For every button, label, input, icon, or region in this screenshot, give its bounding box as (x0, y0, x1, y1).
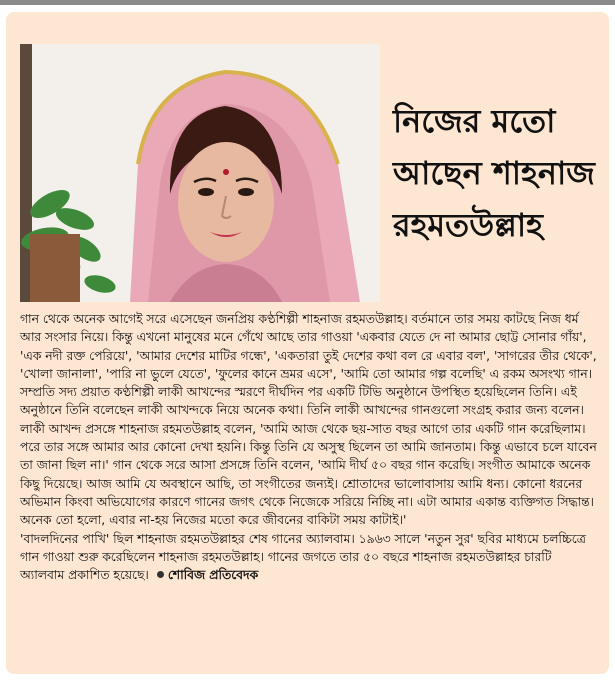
bullet-icon (157, 571, 164, 578)
article-body (20, 310, 598, 584)
headline (393, 95, 603, 251)
article-paragraph: সম্প্রতি সদ্য প্রয়াত কণ্ঠশিল্পী লাকী আখন্দের স্মরণে দীর্ঘদিন পর একটি টিভি অনুষ্ঠানে উপস্থিত হয়েছিলেন তিনি। এই অনুষ্ঠানে তিনি বলেছেন লাকী আখন্দকে নিয়ে অনেক কথা। তিনি লাকী আখন্দের গানগুলো সংগ্রহ করার জন্য বলেন। লাকী আখন্দ প্রসঙ্গে শাহনাজ রহমতউল্লাহ বলেন, 'আমি আজ থেকে ছয়-সাত বছর আগে তার একটি গান করেছিলাম। পরে তার সঙ্গে আমার আর কোনো দেখা হয়নি। কিন্তু তিনি যে অসুস্থ ছিলেন তা আমি জানতাম। কিন্তু এভাবে চলে যাবেন তা জানা ছিল না।' গান থেকে সরে আসা প্রসঙ্গে তিনি বলেন, 'আমি দীর্ঘ ৫০ বছর গান করেছি। সংগীত আমাকে অনেক কিছু দিয়েছে। আজ আমি যে অবস্থানে আছি, তা সংগীতের জন্যই। শ্রোতাদের ভালোবাসায় আমি ধন্য। কোনো ধরনের অভিমান কিংবা অভিযোগের কারণে গানের জগৎ থেকে নিজেকে সরিয়ে নিচ্ছি না। এটা আমার একান্ত ব্যক্তিগত সিদ্ধান্ত। অনেক তো হলো, এবার না-হয় নিজের মতো করে জীবনের বাকিটা সময় কাটাই।' (20, 385, 597, 528)
article-paragraph-last (20, 530, 598, 585)
headline-line: আছেন শাহনাজ (393, 154, 595, 192)
headline-line: রহমতউল্লাহ (393, 206, 543, 244)
portrait-illustration (20, 44, 380, 302)
byline-name: শোবিজ প্রতিবেদক (167, 568, 259, 583)
byline (149, 568, 258, 582)
article-paragraph-text: 'বাদলদিনের পাখি' ছিল শাহনাজ রহমতউল্লাহর শেষ গানের অ্যালবাম। ১৯৬৩ সালে 'নতুন সুর' ছবির মাধ্যমে চলচ্চিত্রে গান গাওয়া শুরু করেছিলেন শাহনাজ রহমতউল্লাহ। গানের জগতে তার ৫০ বছরে শাহনাজ রহমতউল্লাহর চারটি অ্যালবাম প্রকাশিত হয়েছে। (20, 531, 586, 583)
top-rule (0, 0, 615, 5)
article-paragraph: গান থেকে অনেক আগেই সরে এসেছেন জনপ্রিয় কণ্ঠশিল্পী শাহনাজ রহমতউল্লাহ। বর্তমানে তার সময় কাটছে নিজ ধর্ম আর সংসার নিয়ে। কিন্তু এখনো মানুষের মনে গেঁথে আছে তার গাওয়া 'একবার যেতে দে না আমার ছোট্ট সোনার গাঁয়', 'এক নদী রক্ত পেরিয়ে', 'আমার দেশের মাটির গন্ধে', 'একতারা তুই দেশের কথা বল রে এবার বল', 'সাগরের তীর থেকে', 'খোলা জানালা', 'পারি না ভুলে যেতে', 'ফুলের কানে ভ্রমর এসে', 'আমি তো আমার গল্প বলেছি' এ রকম অসংখ্য গান। (20, 312, 597, 381)
headline-line: নিজের মতো (393, 102, 556, 140)
portrait-photo (20, 44, 380, 302)
